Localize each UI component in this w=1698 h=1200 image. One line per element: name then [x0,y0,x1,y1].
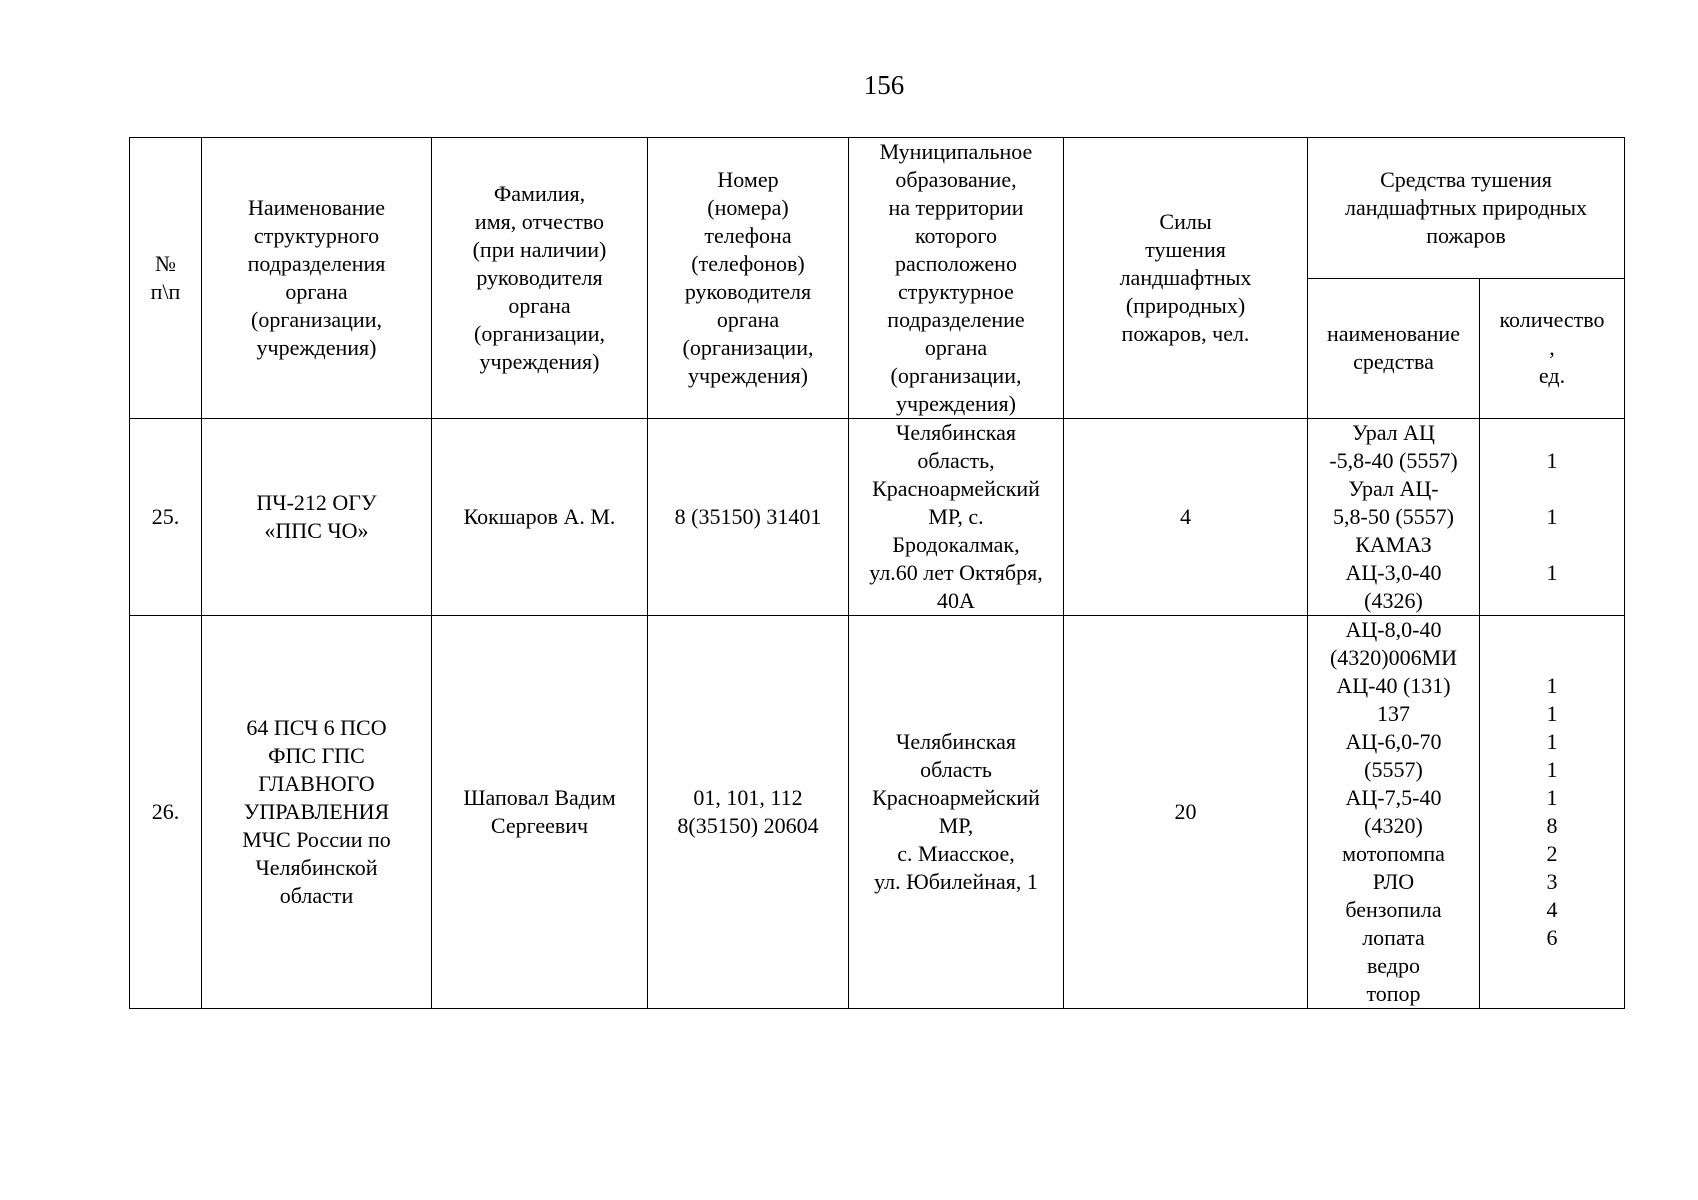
fire-resources-table [129,137,1625,1009]
row-head-name: Кокшаров А. М. [432,419,648,616]
row-means-name: АЦ-8,0-40 (4320)006МИ АЦ-40 (131) 137 АЦ-6,0-70 (5557) АЦ-7,5-40 (4320) мотопомпа РЛО бензопила лопата ведро топор [1308,616,1480,1009]
row-num: 25. [130,419,202,616]
header-head-name: Фамилия, имя, отчество (при наличии) руководителя органа (организации, учреждения) [432,138,648,419]
row-phone: 01, 101, 112 8(35150) 20604 [648,616,849,1009]
row-num: 26. [130,616,202,1009]
header-unit-name: Наименование структурного подразделения органа (организации, учреждения) [202,138,432,419]
row-unit-name: 64 ПСЧ 6 ПСО ФПС ГПС ГЛАВНОГО УПРАВЛЕНИЯ МЧС России по Челябинской области [202,616,432,1009]
row-forces: 4 [1064,419,1308,616]
header-phone: Номер (номера) телефона (телефонов) руководителя органа (организации, учреждения) [648,138,849,419]
header-means-name: наименование средства [1308,278,1480,419]
row-means-qty: 1 1 1 1 1 8 2 3 4 6 [1480,616,1625,1009]
table-row [130,419,1625,616]
row-means-qty: 1 1 1 [1480,419,1625,616]
row-means-name: Урал АЦ -5,8-40 (5557) Урал АЦ- 5,8-50 (5557) КАМАЗ АЦ-3,0-40 (4326) [1308,419,1480,616]
page-number: 156 [863,70,905,100]
table-row [130,616,1625,1009]
header-num: № п\п [130,138,202,419]
header-means-group: Средства тушения ландшафтных природных пожаров [1308,138,1625,279]
header-municipality: Муниципальное образование, на территории которого расположено структурное подразделение органа (организации, учреждения) [849,138,1064,419]
row-phone: 8 (35150) 31401 [648,419,849,616]
header-row [130,138,1625,279]
row-municipality: Челябинская область Красноармейский МР, с. Миасское, ул. Юбилейная, 1 [849,616,1064,1009]
header-means-qty: количество , ед. [1480,278,1625,419]
row-head-name: Шаповал Вадим Сергеевич [432,616,648,1009]
header-forces: Силы тушения ландшафтных (природных) пожаров, чел. [1064,138,1308,419]
row-municipality: Челябинская область, Красноармейский МР, с. Бродокалмак, ул.60 лет Октября, 40А [849,419,1064,616]
row-unit-name: ПЧ-212 ОГУ «ППС ЧО» [202,419,432,616]
row-forces: 20 [1064,616,1308,1009]
